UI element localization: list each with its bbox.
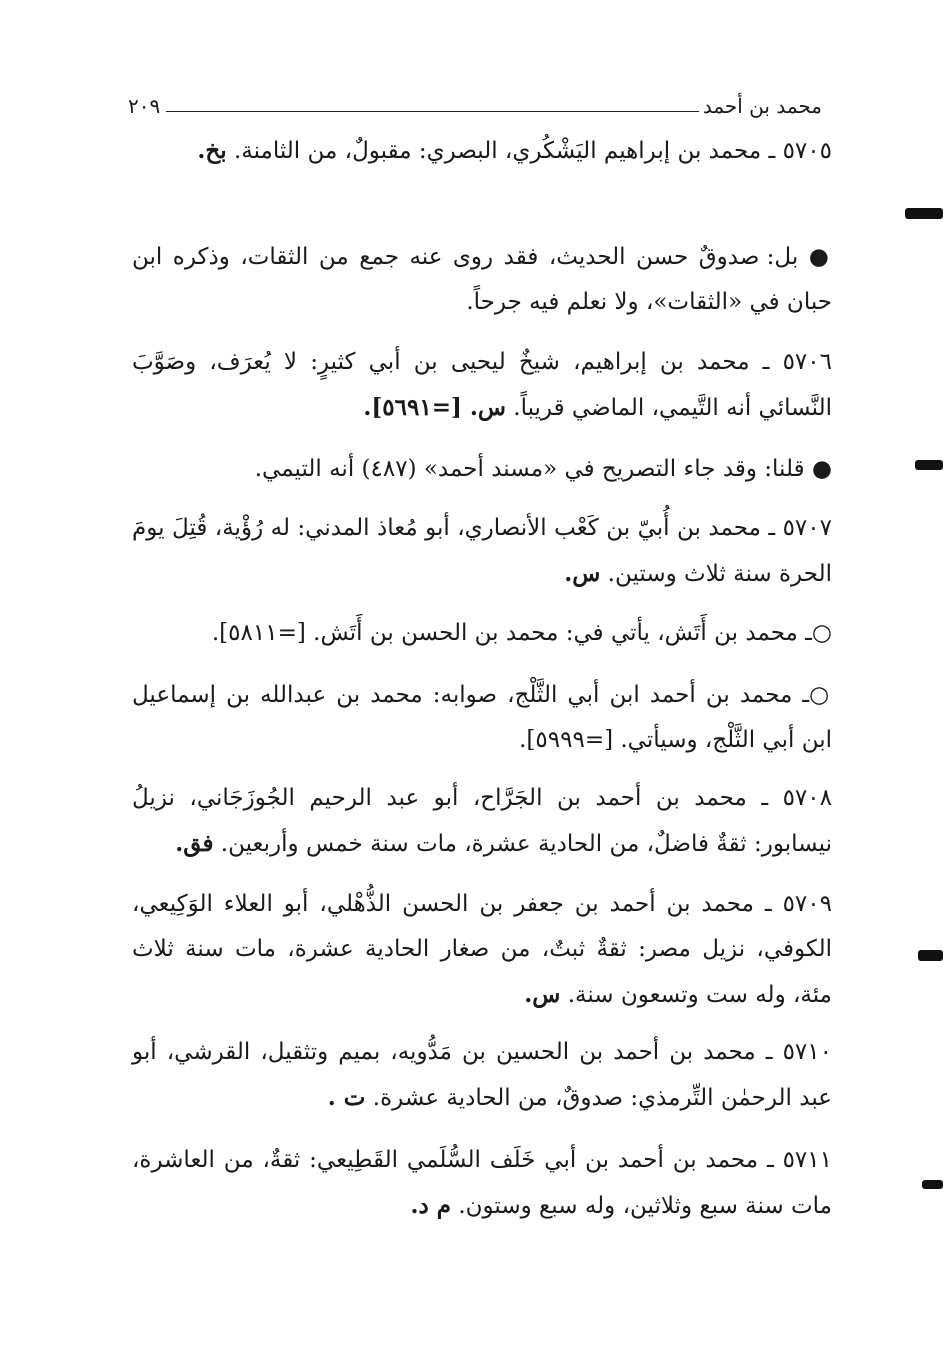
entry-text: ٥٧٠٧ ـ محمد بن أُبيّ بن كَعْب الأنصاري، أبو مُعاذ المدني: له رُؤْية، قُتِلَ يومَ الحرة سنة ثلاث وستين. bbox=[132, 515, 832, 587]
entry-text: قلنا: وقد جاء التصريح في «مسند أحمد» (٤٨٧) أنه التيمي. bbox=[254, 456, 805, 482]
header-rule bbox=[166, 111, 699, 112]
bullet-icon: ● bbox=[811, 455, 832, 482]
entry-5705 bbox=[132, 128, 832, 174]
scan-margin-mark bbox=[905, 208, 943, 219]
header-title: محمد بن أحمد bbox=[702, 94, 822, 118]
entry-code: م د. bbox=[410, 1192, 452, 1219]
entry-text: ٥٧٠٨ ـ محمد بن أحمد بن الجَرَّاح، أبو عبد الرحيم الجُوزَجَاني، نزيلُ نيسابور: ثقةٌ فاضلٌ، من الحادية عشرة، مات سنة خمس وأربعين. bbox=[132, 785, 832, 857]
circle-icon: ○ bbox=[811, 619, 832, 646]
entry-code: س. bbox=[564, 560, 601, 587]
entry-text: ٥٧١٠ ـ محمد بن أحمد بن الحسين بن مَدُّويه، بميم وتثقيل، القرشي، أبو عبد الرحمٰن التِّرمذي: صدوقٌ، من الحادية عشرة. bbox=[132, 1039, 832, 1111]
scan-margin-mark bbox=[915, 460, 943, 470]
entry-5706 bbox=[132, 340, 832, 431]
entry-code: س. bbox=[524, 981, 561, 1008]
entry-code: فق. bbox=[175, 830, 214, 857]
scan-margin-mark bbox=[922, 1180, 943, 1189]
entry-text: بل: صدوقٌ حسن الحديث، فقد روى عنه جمع من الثقات، وذكره ابن حبان في «الثقات»، ولا نعلم فيه جرحاً. bbox=[132, 244, 832, 315]
bullet-icon: ● bbox=[808, 243, 832, 270]
entry-cross-ref-atash bbox=[132, 610, 832, 656]
entry-5708 bbox=[132, 776, 832, 867]
entry-code: بخ. bbox=[197, 137, 227, 164]
entry-5711 bbox=[132, 1138, 832, 1229]
entry-5707 bbox=[132, 506, 832, 597]
running-header bbox=[128, 88, 822, 118]
entry-text: ـ محمد بن أَتَش، يأتي في: محمد بن الحسن بن أَتَش. [=٥٨١١]. bbox=[211, 620, 812, 646]
entry-text: ٥٧١١ ـ محمد بن أحمد بن أبي خَلَف السُّلَمي القَطِيعي: ثقةٌ، من العاشرة، مات سنة سبع وثلاثين، وله سبع وستون. bbox=[132, 1147, 832, 1219]
entry-5710 bbox=[132, 1030, 832, 1121]
entry-comment-5706 bbox=[132, 446, 832, 492]
entry-comment-5705 bbox=[132, 234, 832, 325]
scan-margin-mark bbox=[918, 950, 943, 961]
entry-text: ـ محمد بن أحمد ابن أبي الثَّلْج، صوابه: محمد بن عبدالله بن إسماعيل ابن أبي الثَّلْج، وسيأتي. [=٥٩٩٩]. bbox=[132, 682, 832, 753]
entry-text: ٥٧٠٦ ـ محمد بن إبراهيم، شيخٌ ليحيى بن أبي كثيرٍ: لا يُعرَف، وصَوَّبَ النَّسائي أنه التَّيمي، الماضي قريباً. bbox=[132, 349, 832, 421]
page-number: ٢٠٩ bbox=[128, 94, 161, 118]
entry-cross-ref-thalj bbox=[132, 672, 832, 763]
entry-text: ٥٧٠٥ ـ محمد بن إبراهيم اليَشْكُري، البصري: مقبولٌ، من الثامنة. bbox=[233, 138, 832, 164]
entry-5709 bbox=[132, 882, 832, 1018]
entry-code: س. [=٥٦٩١]. bbox=[363, 394, 506, 421]
entry-text: ٥٧٠٩ ـ محمد بن أحمد بن جعفر بن الحسن الذُّهْلي، أبو العلاء الوَكِيعي، الكوفي، نزيل مصر: ثقةٌ ثبتٌ، من صغار الحادية عشرة، مات سنة ثلاث مئة، وله ست وتسعون سنة. bbox=[132, 891, 832, 1008]
entry-code: ت . bbox=[327, 1084, 366, 1111]
circle-icon: ○ bbox=[809, 681, 832, 708]
